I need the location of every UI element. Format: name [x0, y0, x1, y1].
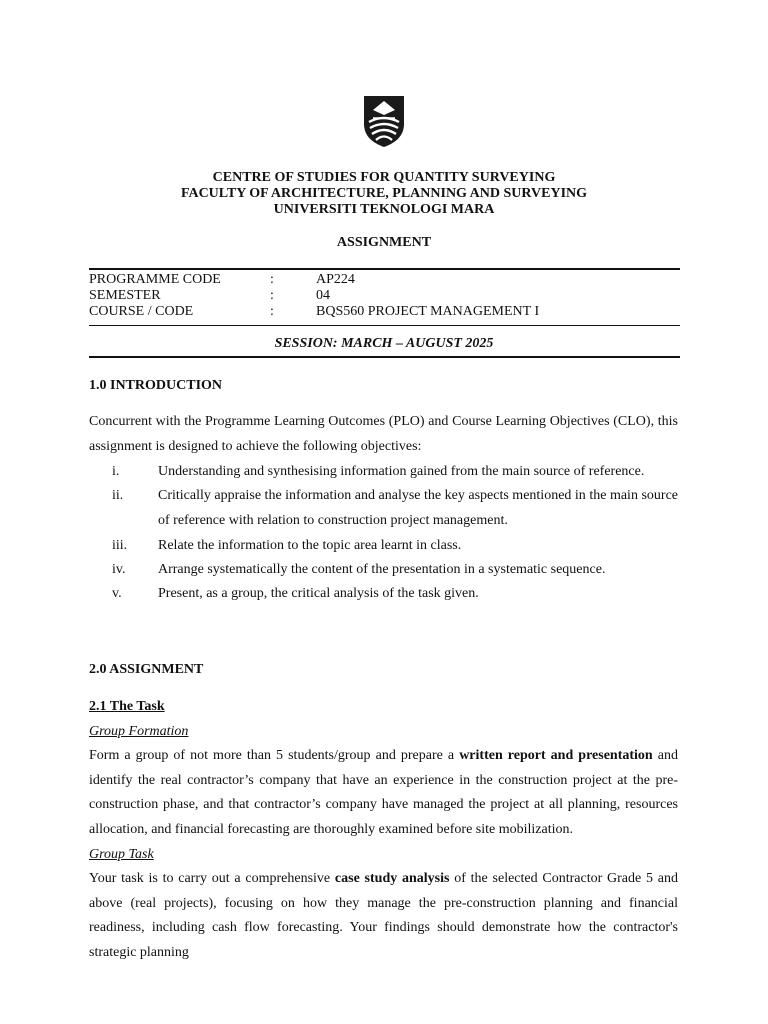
info-value: BQS560 PROJECT MANAGEMENT I [316, 304, 540, 319]
info-label: PROGRAMME CODE [89, 272, 221, 287]
intro-heading: 1.0 INTRODUCTION [89, 378, 223, 393]
group-formation-paragraph [89, 744, 678, 842]
group-task-text: Your task is to carry out a comprehensive [89, 871, 335, 886]
group-task-title: Group Task [89, 847, 154, 862]
objective-text: Critically appraise the information and analyse the key aspects mentioned in the main source of reference with relation to construction project management. [158, 488, 678, 528]
objective-number: iv. [112, 562, 126, 577]
session-line: SESSION: MARCH – AUGUST 2025 [274, 336, 494, 351]
group-formation-text-cont: and identify the real contractor’s company that have an experience in the construction project at the pre-construction phase, and that contractor’s company have managed the project at all planning, resources allocation, and financial forecasting are thoroughly examined before site mobilization. [89, 748, 679, 837]
mid-rule [89, 325, 680, 326]
university-crest-logo [361, 94, 407, 148]
group-formation-text: Form a group of not more than 5 students/group and prepare a [89, 748, 460, 763]
objective-number: iii. [112, 538, 128, 553]
info-label: SEMESTER [89, 288, 161, 303]
assignment-heading: 2.0 ASSIGNMENT [89, 662, 204, 677]
centre-title: CENTRE OF STUDIES FOR QUANTITY SURVEYING [212, 170, 556, 185]
faculty-title: FACULTY OF ARCHITECTURE, PLANNING AND SURVEYING [180, 186, 588, 201]
objective-number: v. [112, 586, 122, 601]
info-colon: : [270, 304, 274, 319]
objective-text: Arrange systematically the content of the presentation in a systematic sequence. [158, 562, 606, 577]
info-label: COURSE / CODE [89, 304, 194, 319]
bottom-rule [89, 356, 680, 358]
objective-text: Present, as a group, the critical analysis of the task given. [158, 586, 479, 601]
info-colon: : [270, 288, 274, 303]
info-value: 04 [316, 288, 330, 303]
top-rule [89, 268, 680, 270]
objective-text: Relate the information to the topic area learnt in class. [158, 538, 462, 553]
university-title: UNIVERSITI TEKNOLOGI MARA [273, 202, 495, 217]
document-type: ASSIGNMENT [336, 235, 432, 250]
objective-number: i. [112, 464, 120, 479]
info-colon: : [270, 272, 274, 287]
group-task-emphasis: case study analysis [334, 871, 450, 886]
objective-number: ii. [112, 488, 124, 503]
info-value: AP224 [316, 272, 355, 287]
task-heading: 2.1 The Task [89, 699, 165, 714]
objective-text: Understanding and synthesising information gained from the main source of reference. [158, 464, 645, 479]
group-formation-emphasis: written report and presentation [459, 748, 653, 763]
group-formation-title: Group Formation [89, 724, 189, 739]
group-task-paragraph [89, 867, 678, 965]
intro-paragraph: Concurrent with the Programme Learning Outcomes (PLO) and Course Learning Objectives (CLO), this assignment is designed to achieve the following objectives: [89, 414, 678, 454]
group-task-text-cont: of the selected Contractor Grade 5 and above (real projects), focusing on how they manage the pre-construction planning and financial readiness, including cash flow forecasting. Your findings should demonstrate how the contractor's strategic planning [89, 871, 678, 960]
